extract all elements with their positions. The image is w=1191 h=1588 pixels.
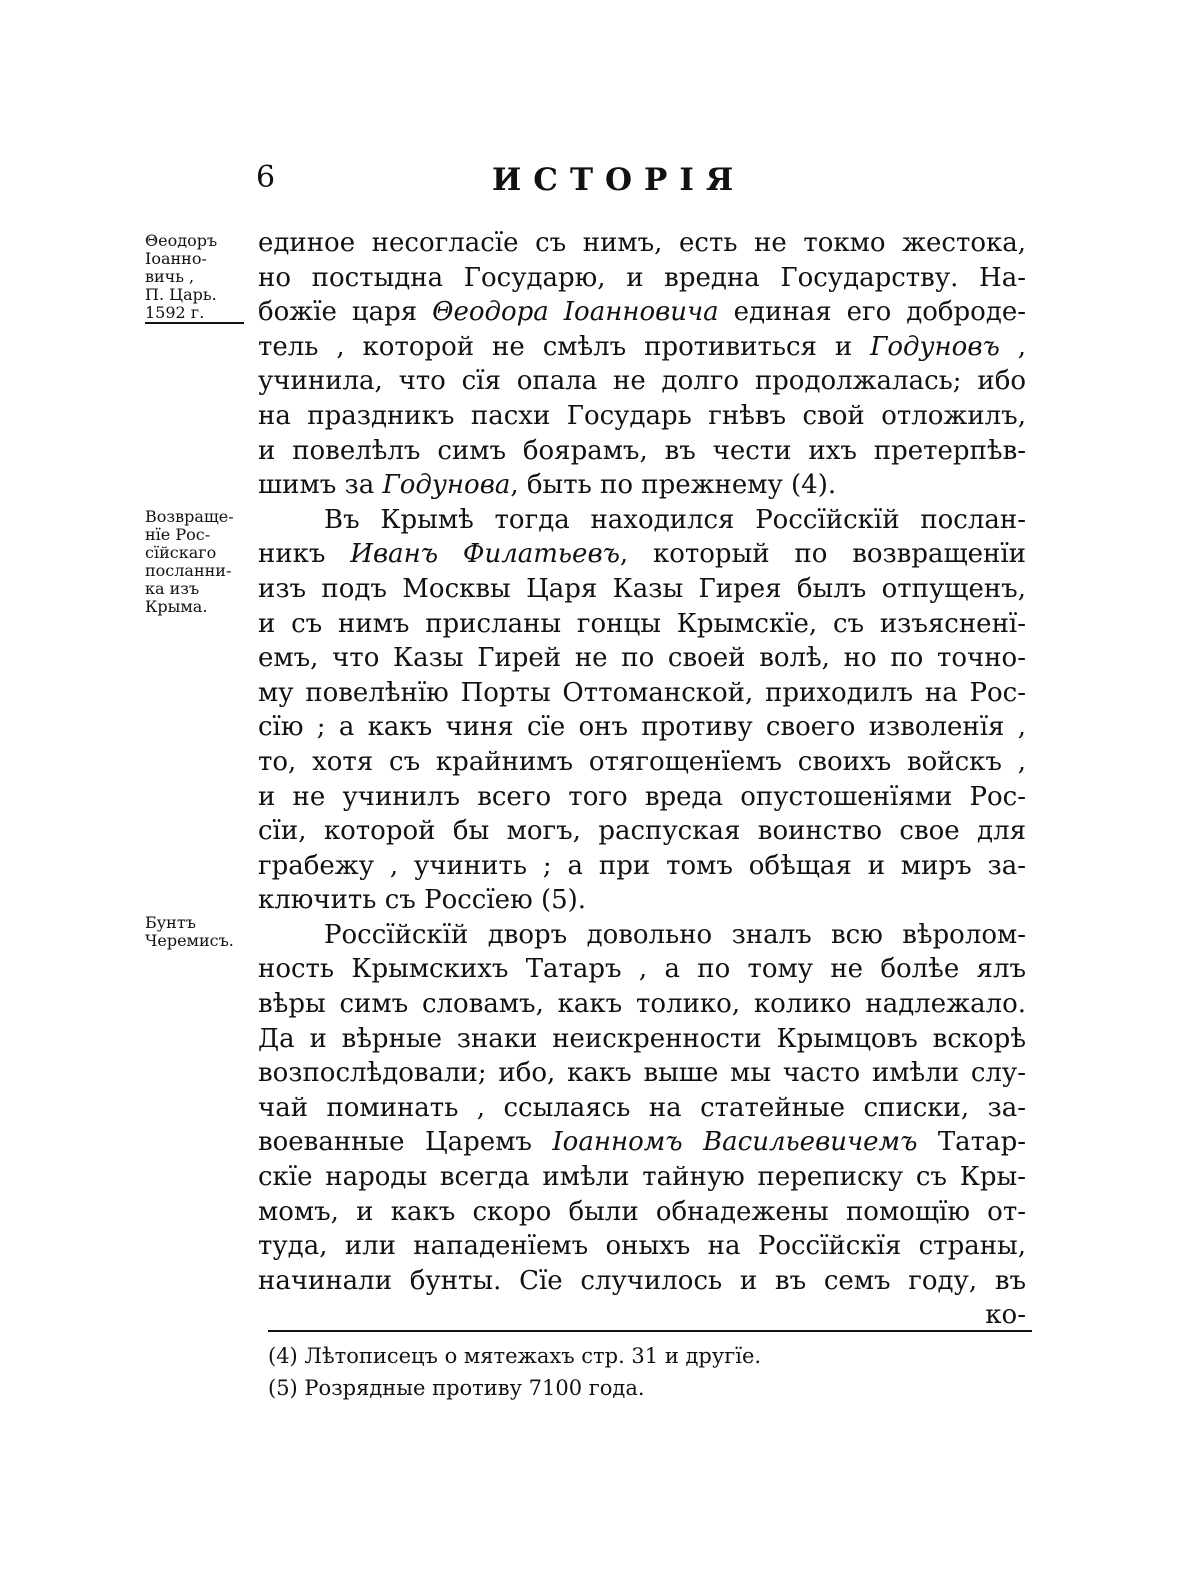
- footnote-rule: [268, 1330, 1032, 1332]
- text-line: вѣры симъ словамъ, какъ толико, колико надлежало.: [258, 989, 1026, 1020]
- italic-name: Іоанномъ Васильевичемъ: [552, 1127, 918, 1158]
- text-line: Въ Крымѣ тогда находился Россїйскїй послан-: [324, 504, 1026, 535]
- text-line: возпослѣдовали; ибо, какъ выше мы часто имѣли слу-: [258, 1058, 1026, 1089]
- text-line: то, хотя съ крайнимъ отягощенїемъ своихъ войскъ ,: [258, 746, 1026, 777]
- text-line: и съ нимъ присланы гонцы Крымскїе, съ изъясненї-: [258, 608, 1026, 639]
- text-line: учинила, что сїя опала не долго продолжалась; ибо: [258, 366, 1026, 397]
- footnotes: [268, 1340, 761, 1404]
- text-line: изъ подъ Москвы Царя Казы Гирея былъ отпущенъ,: [258, 573, 1026, 604]
- text-line: скїе народы всегда имѣли тайную переписку съ Кры-: [258, 1162, 1026, 1193]
- margin-note-line: посланни-: [145, 561, 232, 580]
- italic-name: Годуновъ: [870, 331, 1000, 362]
- text-line: начинали бунты. Сїе случилось и въ семъ году, въ: [258, 1265, 1026, 1296]
- margin-note-line: Возвраще-: [145, 507, 234, 526]
- margin-note-line: вичь ,: [145, 267, 195, 286]
- text-line: ность Крымскихъ Татаръ , а по тому не болѣе ялъ: [258, 954, 1026, 985]
- margin-note-feodor: [145, 232, 249, 324]
- text-line: воеванные Царемъ Іоанномъ Васильевичемъ Татар-: [258, 1127, 1026, 1158]
- text-line: грабежу , учинить ; а при томъ обѣщая и миръ за-: [258, 850, 1026, 881]
- text-line: Да и вѣрные знаки неискренности Крымцовъ вскорѣ: [258, 1023, 1026, 1054]
- text-line: и повелѣлъ симъ боярамъ, въ чести ихъ претерпѣв-: [258, 435, 1026, 466]
- margin-note-line: сїйскаго: [145, 543, 217, 562]
- italic-name: Θеодора Іоанновича: [432, 297, 719, 328]
- margin-note-line: нїе Рос-: [145, 525, 211, 544]
- text-line: и не учинилъ всего того вреда опустошенїями Рос-: [258, 781, 1026, 812]
- footnote-4: (4) Лѣтописецъ о мятежахъ стр. 31 и другїе.: [268, 1344, 762, 1368]
- margin-note-line: П. Царь.: [145, 285, 217, 304]
- text-line: сїи, которой бы могъ, распуская воинство свое для: [258, 816, 1026, 847]
- text-line: момъ, и какъ скоро были обнадежены помощїю от-: [258, 1196, 1026, 1227]
- margin-note-line: ка изъ: [145, 579, 200, 598]
- page-number: 6: [256, 160, 276, 195]
- text-line: на праздникъ пасхи Государь гнѣвъ свой отложилъ,: [258, 400, 1026, 431]
- text-line: емъ, что Казы Гирей не по своей волѣ, но по точно-: [258, 643, 1026, 674]
- text-line: божїе царя Θеодора Іоанновича единая его доброде-: [258, 297, 1026, 328]
- body-text: [258, 226, 1026, 1333]
- catchword: ко-: [985, 1300, 1026, 1331]
- text-line: никъ Иванъ Филатьевъ, который по возвращенїи: [258, 539, 1026, 570]
- text-line: Россїйскїй дворъ довольно зналъ всю вѣролом-: [324, 919, 1026, 950]
- margin-note-line: Бунтъ: [145, 913, 196, 932]
- text-line: туда, или нападенїемъ оныхъ на Россїйскїя страны,: [258, 1231, 1026, 1262]
- margin-note-cheremis-revolt: [145, 914, 249, 950]
- text-line: сїю ; а какъ чиня сїе онъ противу своего изволенїя ,: [258, 712, 1026, 743]
- margin-note-line: Іоанно-: [145, 249, 207, 268]
- text-line: ключить съ Россїею (5).: [258, 885, 587, 916]
- text-line: но постыдна Государю, и вредна Государству. На-: [258, 262, 1026, 293]
- margin-note-line: Черемисъ.: [145, 931, 234, 950]
- text-line: шимъ за Годунова, быть по прежнему (4).: [258, 470, 837, 501]
- running-head: ИСТОРІЯ: [492, 162, 746, 198]
- text-line: чай поминать , ссылаясь на статейные списки, за-: [258, 1092, 1026, 1123]
- margin-note-return-envoy: [145, 508, 249, 616]
- text-line: тель , которой не смѣлъ противиться и Годуновъ ,: [258, 331, 1026, 362]
- italic-name: Иванъ Филатьевъ: [350, 539, 620, 570]
- margin-note-line: Θеодоръ: [145, 231, 218, 250]
- text-line: единое несогласїе съ нимъ, есть не токмо жестока,: [258, 228, 1026, 258]
- text-line: му повелѣнїю Порты Оттоманской, приходилъ на Рос-: [258, 677, 1026, 708]
- margin-note-year: 1592 г.: [145, 304, 244, 324]
- footnote-5: (5) Розрядные противу 7100 года.: [268, 1376, 645, 1400]
- margin-note-line: Крыма.: [145, 597, 208, 616]
- italic-name: Годунова: [382, 470, 511, 501]
